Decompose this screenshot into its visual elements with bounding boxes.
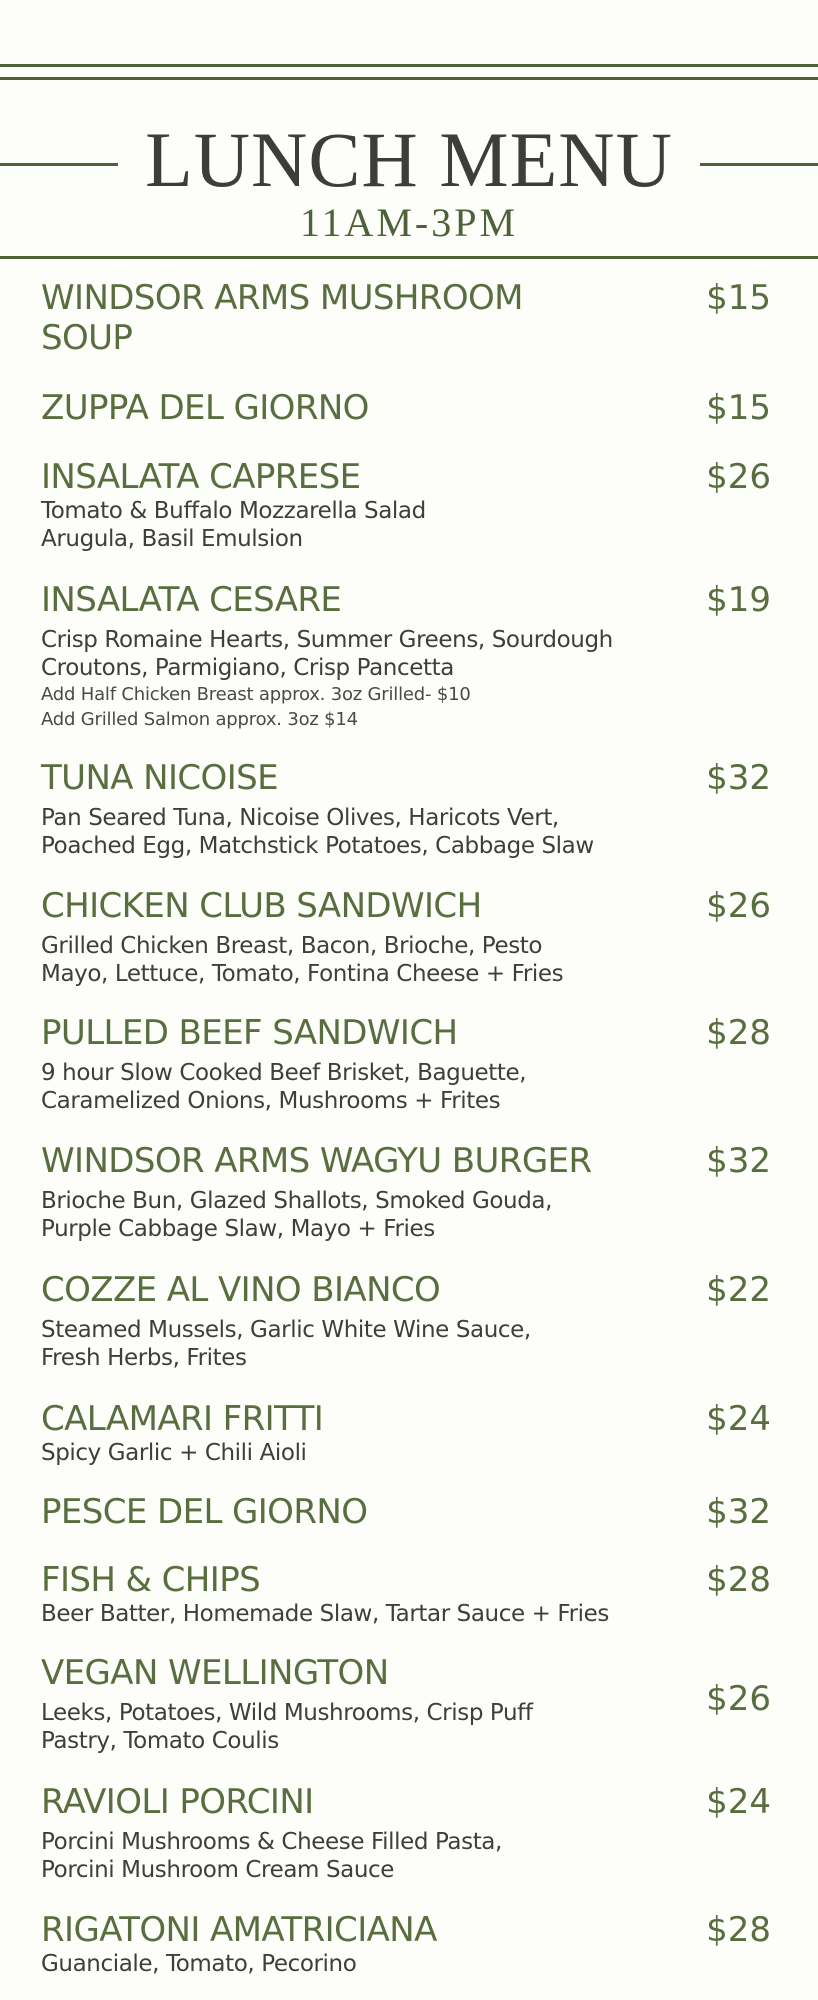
menu-item-price: $26 (706, 457, 771, 497)
menu-item (41, 886, 771, 988)
menu-item (41, 278, 771, 358)
menu-item-price: $32 (706, 758, 771, 798)
menu-item (41, 1141, 771, 1243)
menu-item-price: $24 (706, 1782, 771, 1822)
menu-item-description: Steamed Mussels, Garlic White Wine Sauce, Fresh Herbs, Frites (41, 1317, 531, 1371)
menu-item (41, 457, 771, 553)
menu-item (41, 1492, 771, 1532)
menu-item-name: VEGAN WELLINGTON (41, 1653, 389, 1693)
menu-item (41, 1653, 771, 1755)
menu-item-price: $22 (706, 1270, 771, 1310)
menu-item-price: $24 (706, 1399, 771, 1439)
menu-item (41, 1399, 771, 1467)
menu-item-description: Pan Seared Tuna, Nicoise Olives, Haricots Vert, Poached Egg, Matchstick Potatoes, Cabbage Slaw (41, 805, 594, 859)
menu-item-name: WINDSOR ARMS MUSHROOM SOUP (41, 278, 523, 358)
menu-item-name: PESCE DEL GIORNO (41, 1492, 368, 1532)
menu-item (41, 1560, 771, 1628)
menu-item-name: RIGATONI AMATRICIANA (41, 1910, 437, 1950)
menu-item-description: Tomato & Buffalo Mozzarella Salad Arugula, Basil Emulsion (41, 498, 426, 552)
menu-item-name: INSALATA CESARE (41, 580, 342, 620)
menu-item-name: PULLED BEEF SANDWICH (41, 1013, 458, 1053)
menu-item-price: $28 (706, 1910, 771, 1950)
menu-item-price: $32 (706, 1141, 771, 1181)
menu-item-description: Grilled Chicken Breast, Bacon, Brioche, Pesto Mayo, Lettuce, Tomato, Fontina Cheese + Fries (41, 933, 564, 987)
menu-item-description: Leeks, Potatoes, Wild Mushrooms, Crisp Puff Pastry, Tomato Coulis (41, 1700, 533, 1754)
menu-item (41, 758, 771, 860)
menu-item-description: Spicy Garlic + Chili Aioli (41, 1440, 307, 1466)
menu-item-description: Crisp Romaine Hearts, Summer Greens, Sourdough Croutons, Parmigiano, Crisp Pancetta (41, 627, 613, 681)
menu-item-price: $28 (706, 1013, 771, 1053)
menu-item (41, 388, 771, 428)
header-rule-top (0, 64, 818, 67)
menu-item-name: COZZE AL VINO BIANCO (41, 1270, 441, 1310)
menu-hours: 11AM-3PM (299, 200, 519, 245)
menu-item-name: TUNA NICOISE (41, 758, 279, 798)
menu-item-name: CHICKEN CLUB SANDWICH (41, 886, 482, 926)
menu-item-name: FISH & CHIPS (41, 1560, 261, 1600)
menu-item (41, 1270, 771, 1372)
menu-item-price: $15 (706, 278, 771, 318)
menu-item-price: $15 (706, 388, 771, 428)
menu-item-price: $19 (706, 580, 771, 620)
menu-item-addon-note: Add Half Chicken Breast approx. 3oz Grilled- $10 (41, 684, 471, 705)
menu-item-description: Brioche Bun, Glazed Shallots, Smoked Gouda, Purple Cabbage Slaw, Mayo + Fries (41, 1188, 553, 1242)
menu-item-name: RAVIOLI PORCINI (41, 1782, 314, 1822)
menu-item (41, 1013, 771, 1115)
header-rule-top-inner (0, 77, 818, 80)
menu-item (41, 1782, 771, 1884)
menu-item-name: CALAMARI FRITTI (41, 1399, 324, 1439)
menu-item-name: ZUPPA DEL GIORNO (41, 388, 369, 428)
menu-item-price: $26 (706, 886, 771, 926)
menu-item-addon-note: Add Grilled Salmon approx. 3oz $14 (41, 709, 358, 730)
menu-item-name: WINDSOR ARMS WAGYU BURGER (41, 1141, 592, 1181)
menu-item-price: $26 (706, 1679, 771, 1719)
menu-title: LUNCH MENU (145, 116, 673, 203)
menu-item-description: Guanciale, Tomato, Pecorino (41, 1951, 357, 1977)
header-rule-bottom (0, 256, 818, 259)
menu-item-description: Beer Batter, Homemade Slaw, Tartar Sauce + Fries (41, 1601, 609, 1627)
menu-item (41, 580, 771, 732)
menu-item-description: 9 hour Slow Cooked Beef Brisket, Baguette, Caramelized Onions, Mushrooms + Frites (41, 1060, 527, 1114)
menu-item-name: INSALATA CAPRESE (41, 457, 361, 497)
menu-item-description: Porcini Mushrooms & Cheese Filled Pasta, Porcini Mushroom Cream Sauce (41, 1829, 502, 1883)
menu-item (41, 1910, 771, 1978)
menu-item-price: $28 (706, 1560, 771, 1600)
menu-item-price: $32 (706, 1492, 771, 1532)
